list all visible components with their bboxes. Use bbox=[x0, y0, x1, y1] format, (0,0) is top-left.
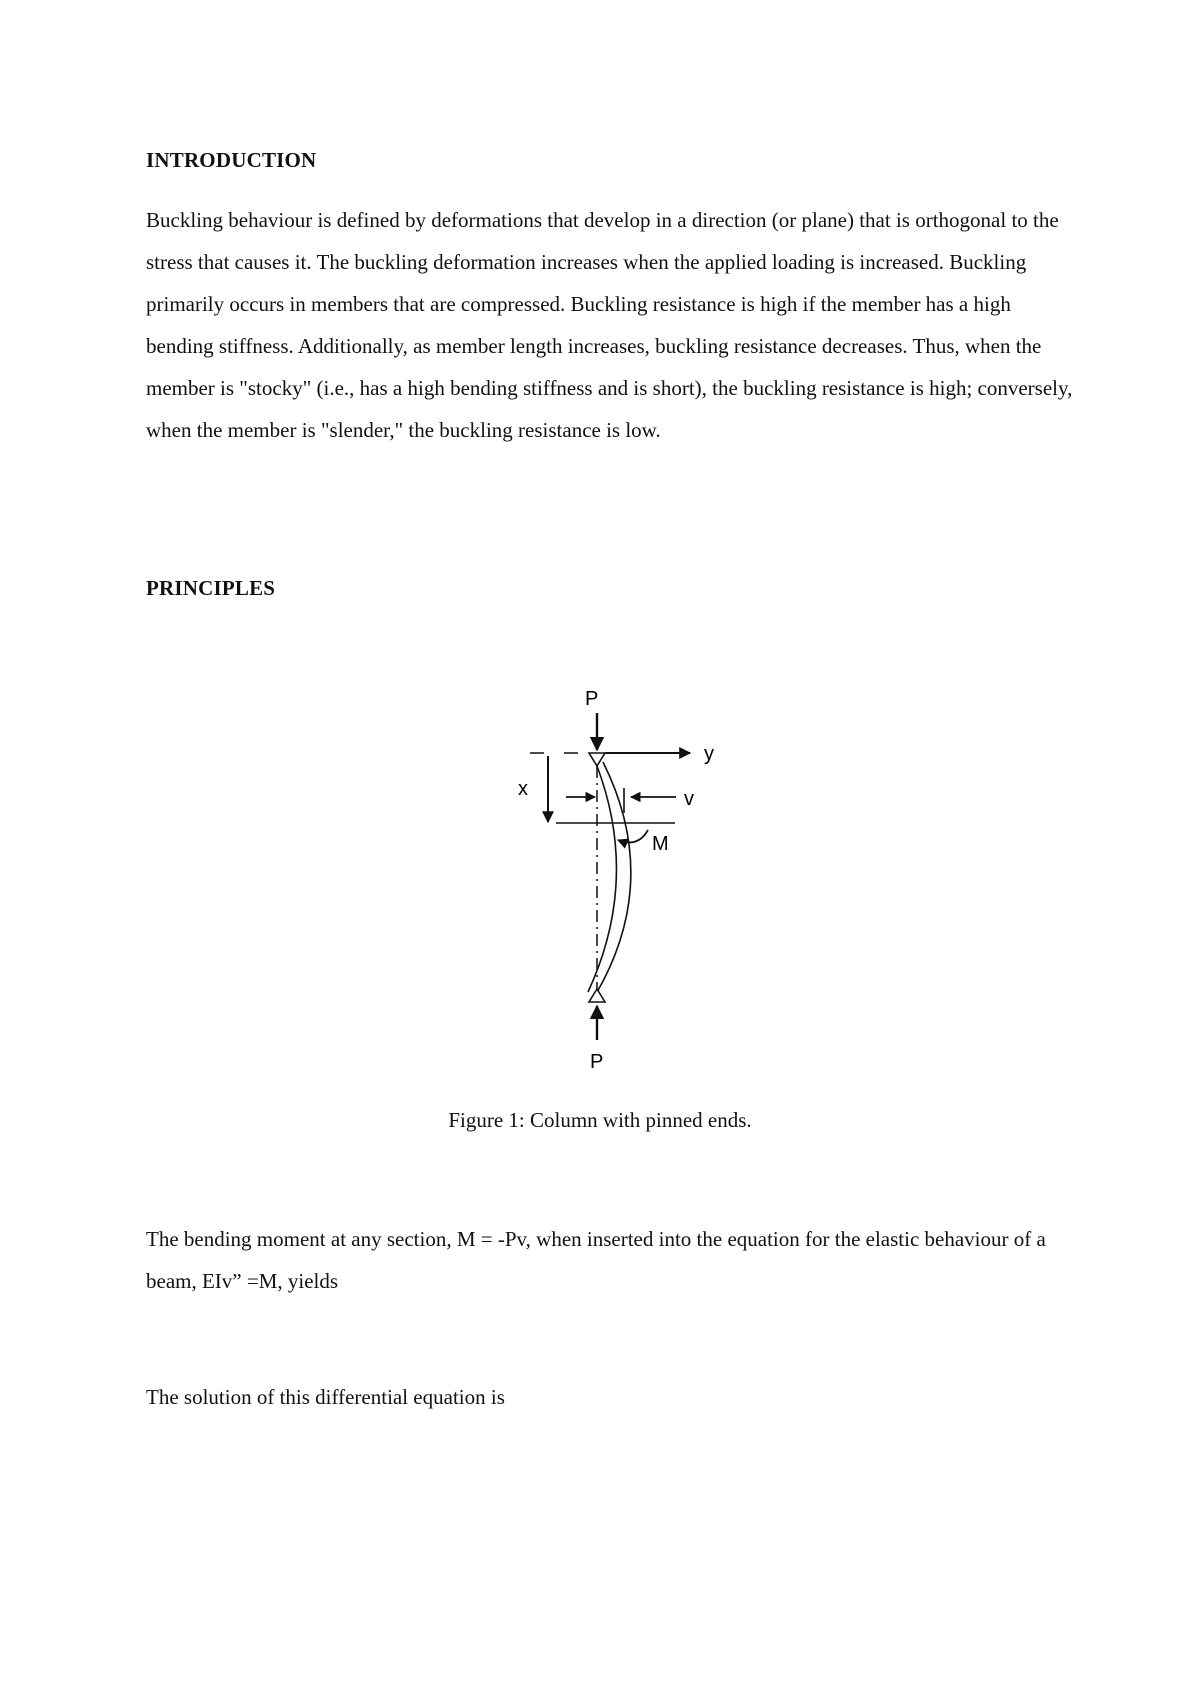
deflected-column-inner bbox=[588, 766, 616, 992]
y-axis-label: y bbox=[704, 743, 714, 765]
x-axis-label: x bbox=[518, 778, 528, 800]
bottom-load-label: P bbox=[590, 1051, 604, 1070]
moment-arc bbox=[618, 830, 648, 842]
top-load-label: P bbox=[585, 688, 599, 710]
top-pin bbox=[589, 753, 605, 766]
moment-label: M bbox=[652, 833, 669, 855]
column-pinned-ends-figure bbox=[500, 680, 760, 1070]
deflection-label: v bbox=[684, 788, 694, 810]
figure-caption: Figure 1: Column with pinned ends. bbox=[448, 1108, 752, 1132]
principles-heading: PRINCIPLES bbox=[146, 576, 276, 600]
bending-moment-paragraph: The bending moment at any section, M = -Pv, when inserted into the equation for the elastic behaviour of a beam, EIv” =M, yields bbox=[146, 1227, 1046, 1293]
introduction-paragraph: Buckling behaviour is defined by deformations that develop in a direction (or plane) that is orthogonal to the stress that causes it. The buckling deformation increases when the applied loading is increased. Buckling primarily occurs in members that are compressed. Buckling resistance is high if the member has a high bending stiffness. Additionally, as member length increases, buckling resistance decreases. Thus, when the member is "stocky" (i.e., has a high bending stiffness and is short), the buckling resistance is high; conversely, when the member is "slender," the buckling resistance is low. bbox=[146, 208, 1073, 442]
bottom-pin bbox=[589, 989, 605, 1002]
introduction-heading: INTRODUCTION bbox=[146, 148, 317, 172]
solution-paragraph: The solution of this differential equation is bbox=[146, 1385, 505, 1409]
